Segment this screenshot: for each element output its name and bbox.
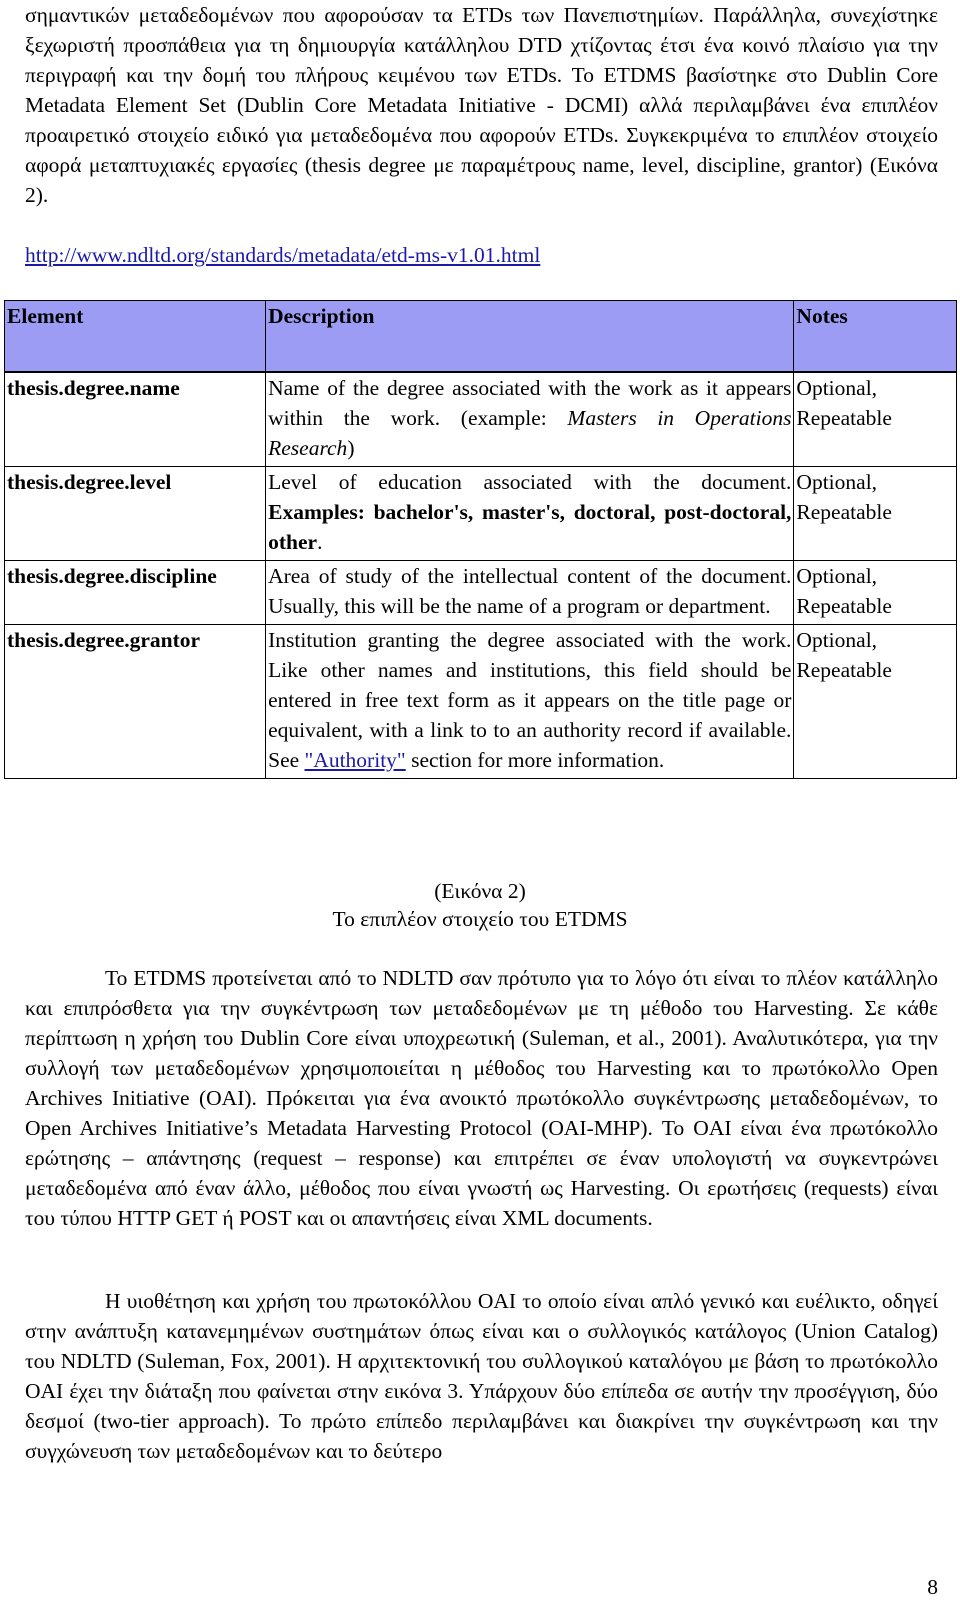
- row-description: [266, 625, 794, 779]
- intro-paragraph: σημαντικών μεταδεδομένων που αφορούσαν τα ETDs των Πανεπιστημίων. Παράλληλα, συνεχίστηκε ξεχωριστή προσπάθεια για τη δημιουργία κατάλληλου DTD χτίζοντας έτσι ένα κοινό πλαίσιο για την περιγραφή και την δομή του πλήρους κειμένου των ETDs. Το ETDMS βασίστηκε στο Dublin Core Metadata Element Set (Dublin Core Metadata Initiative - DCMI) αλλά περιλαμβάνει ένα επιπλέον προαιρετικό στοιχείο ειδικό για μεταδεδομένα που αφορούν ETDs. Συγκεκριμένα το επιπλέον στοιχείο αφορά μεταπτυχιακές εργασίες (thesis degree με παραμέτρους name, level, discipline, grantor) (Εικόνα 2).: [25, 3, 938, 207]
- desc-italic-text: Masters in Operations Research: [268, 406, 792, 460]
- figure-caption-number: (Εικόνα 2): [434, 879, 526, 903]
- header-description: Description: [266, 301, 794, 373]
- row-notes: Optional, Repeatable: [794, 372, 957, 467]
- row-notes: Optional, Repeatable: [794, 625, 957, 779]
- figure-caption-title: Το επιπλέον στοιχείο του ETDMS: [332, 907, 628, 931]
- etdms-url-link[interactable]: [25, 240, 540, 270]
- desc-bold-text: Examples: bachelor's, master's, doctoral, post-doctoral, other: [268, 500, 792, 554]
- row-element: thesis.degree.discipline: [5, 561, 266, 625]
- row-description: [266, 372, 794, 467]
- page-number: 8: [927, 1575, 938, 1599]
- header-element: Element: [5, 301, 266, 373]
- oai-paragraph: Η υιοθέτηση και χρήση του πρωτοκόλλου OAI το οποίο είναι απλό γενικό και ευέλικτο, οδηγεί στην ανάπτυξη κατανεμημένων συστημάτων όπως είναι και ο συλλογικός κατάλογος (Union Catalog) του NDLTD (Suleman, Fox, 2001). Η αρχιτεκτονική του συλλογικού καταλόγου με βάση το πρωτόκολλο OAI έχει την διάταξη που φαίνεται στην εικόνα 3. Υπάρχουν δύο επίπεδα σε αυτήν την προσέγγιση, δύο δεσμοί (two-tier approach). Το πρώτο επίπεδο περιλαμβάνει και διακρίνει την συγκέντρωση και την συγχώνευση των μεταδεδομένων και το δεύτερο: [25, 1289, 938, 1463]
- url-text[interactable]: http://www.ndltd.org/standards/metadata/etd-ms-v1.01.html: [25, 243, 541, 267]
- table-row: [5, 625, 957, 779]
- row-element: thesis.degree.level: [5, 467, 266, 561]
- row-element: thesis.degree.grantor: [5, 625, 266, 779]
- desc-text: Level of education associated with the document.: [268, 470, 792, 494]
- desc-text-end: ): [347, 436, 355, 460]
- table-row: [5, 372, 957, 467]
- desc-text: Institution granting the degree associated with the work. Like other names and institutions, this field should be entered in free text form as it appears on the title page or equivalent, with a link to to an authority record if available. See: [268, 628, 792, 772]
- row-notes: Optional, Repeatable: [794, 561, 957, 625]
- table-row: [5, 467, 957, 561]
- row-element: thesis.degree.name: [5, 372, 266, 467]
- table-row: [5, 561, 957, 625]
- header-notes: Notes: [794, 301, 957, 373]
- authority-link[interactable]: "Authority": [304, 748, 406, 772]
- row-description: Area of study of the intellectual content of the document. Usually, this will be the name of a program or department.: [266, 561, 794, 625]
- desc-text-end: .: [317, 530, 323, 554]
- desc-text: Name of the degree associated with the work as it appears within the work. (example:: [268, 376, 792, 430]
- table-header-row: [5, 301, 957, 373]
- row-notes: Optional, Repeatable: [794, 467, 957, 561]
- desc-text-end: section for more information.: [405, 748, 665, 772]
- row-description: [266, 467, 794, 561]
- etdms-table: [4, 300, 957, 779]
- etdms-paragraph: Το ETDMS προτείνεται από το NDLTD σαν πρότυπο για το λόγο ότι είναι το πλέον κατάλληλο και επιπρόσθετα για την συγκέντρωση των μεταδεδομένων με τη μέθοδο του Harvesting. Σε κάθε περίπτωση η χρήση του Dublin Core είναι υποχρεωτική (Suleman, et al., 2001). Αναλυτικότερα, για την συλλογή των μεταδεδομένων χρησιμοποιείται η μέθοδος του Harvesting και το πρωτόκολλο Open Archives Initiative (OAI). Πρόκειται για ένα ανοικτό πρωτόκολλο συγκέντρωσης μεταδεδομένων, το Open Archives Initiative’s Metadata Harvesting Protocol (OAI-MHP). Το OAI είναι ένα πρωτόκολλο ερώτησης – απάντησης (request – response) και επιτρέπει σε έναν υπολογιστή να συγκεντρώνει μεταδεδομένα από έναν άλλο, μέθοδος που είναι γνωστή ως Harvesting. Οι ερωτήσεις (requests) είναι του τύπου HTTP GET ή POST και οι απαντήσεις είναι XML documents.: [25, 966, 938, 1230]
